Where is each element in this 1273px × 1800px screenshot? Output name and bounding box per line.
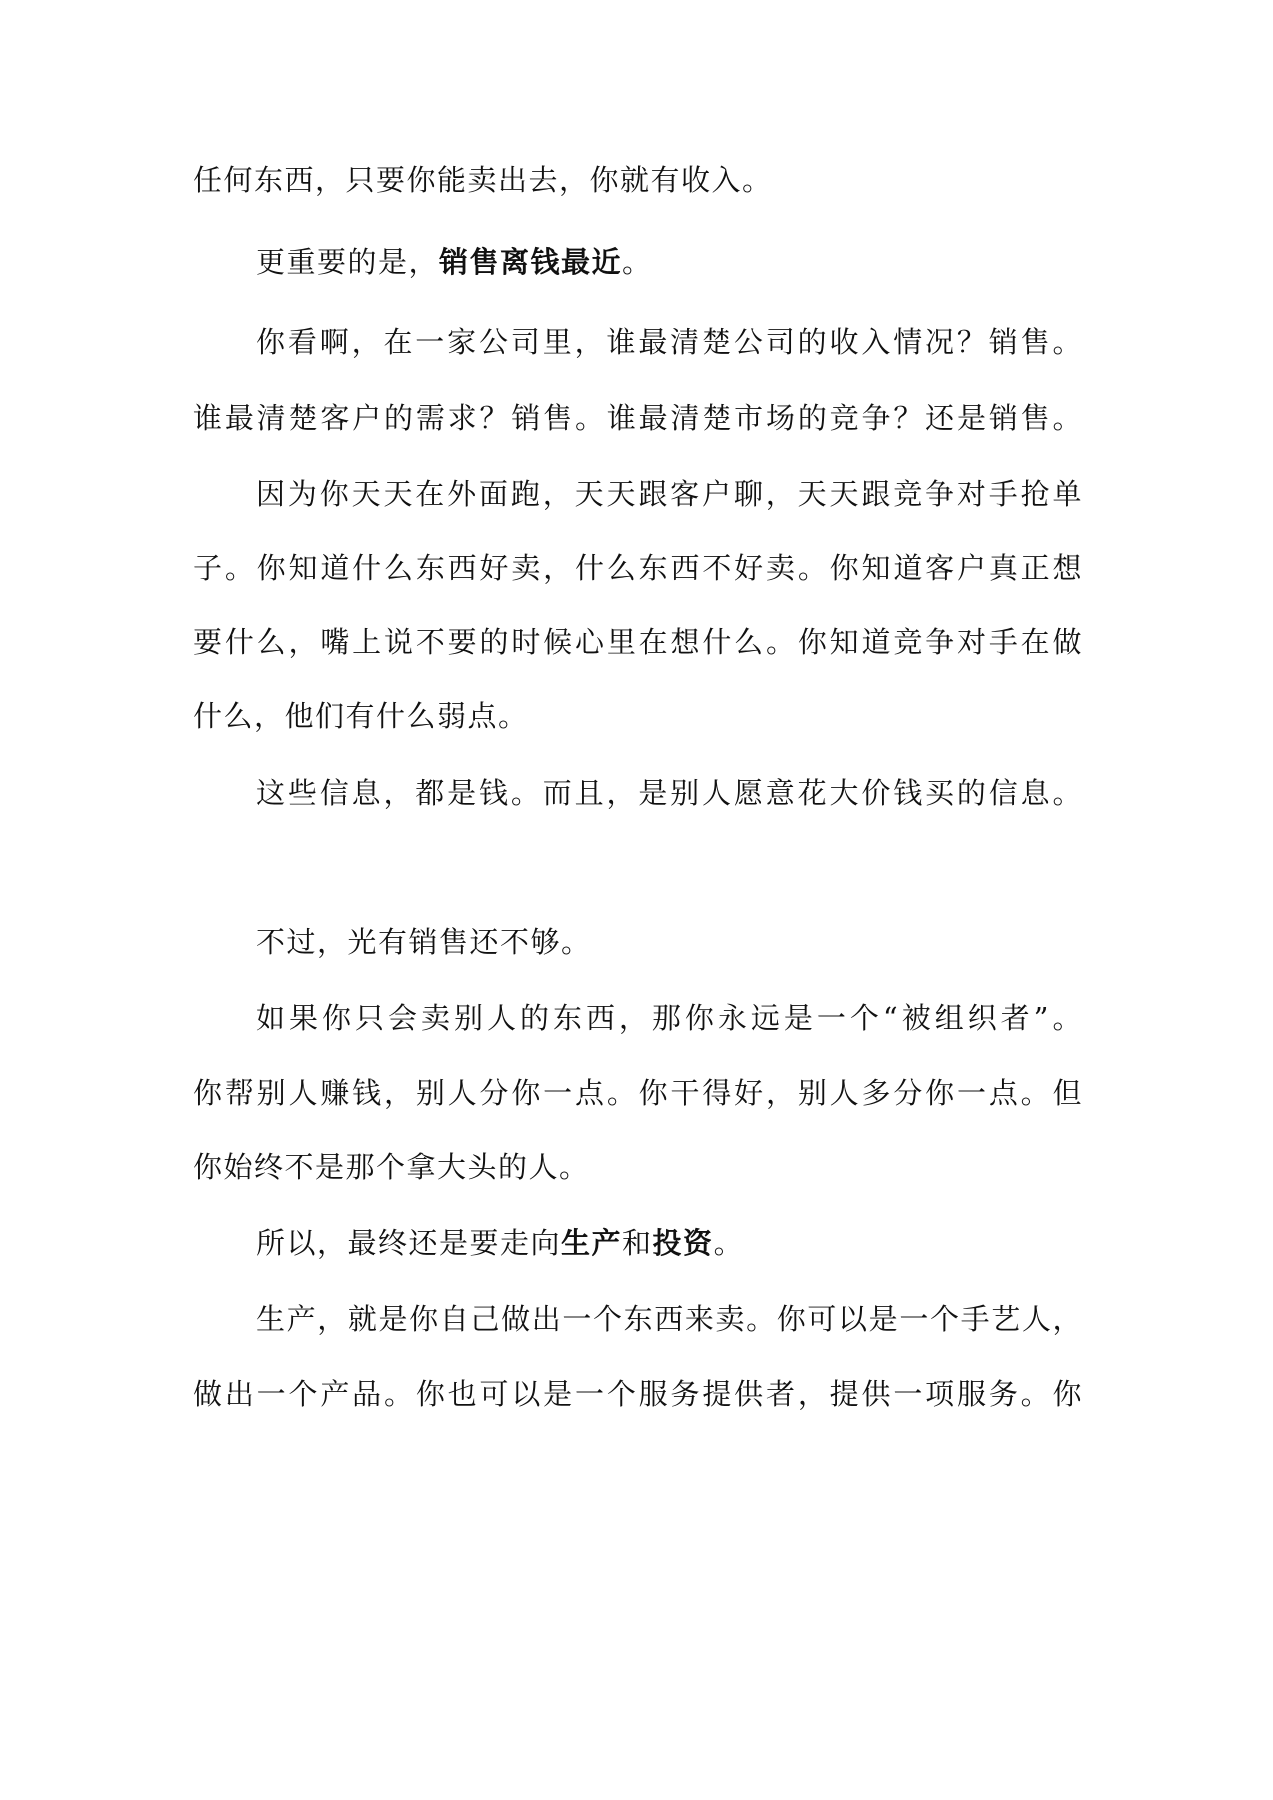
paragraph-line: 要什么，嘴上说不要的时候心里在想什么。你知道竞争对手在做	[193, 625, 1083, 659]
paragraph-line: 如果你只会卖别人的东西，那你永远是一个“被组织者”。	[256, 1001, 1083, 1035]
line-text: 和	[622, 1226, 653, 1260]
bold-word: 生产	[561, 1226, 623, 1260]
paragraph-line: 什么，他们有什么弱点。	[193, 699, 529, 733]
line-text: 所以，最终还是要走向	[256, 1226, 562, 1260]
paragraph-line: 做出一个产品。你也可以是一个服务提供者，提供一项服务。你	[193, 1377, 1083, 1411]
paragraph-line: 任何东西，只要你能卖出去，你就有收入。	[193, 163, 773, 197]
bold-phrase: 销售离钱最近	[439, 245, 623, 279]
paragraph-line: 谁最清楚客户的需求？销售。谁最清楚市场的竞争？还是销售。	[193, 401, 1083, 435]
paragraph-line: 你看啊，在一家公司里，谁最清楚公司的收入情况？销售。	[256, 325, 1083, 359]
paragraph-line: 子。你知道什么东西好卖，什么东西不好卖。你知道客户真正想	[193, 551, 1083, 585]
paragraph-line: 因为你天天在外面跑，天天跟客户聊，天天跟竞争对手抢单	[256, 477, 1083, 511]
line-text: 。	[622, 245, 653, 279]
line-text: 更重要的是，	[256, 245, 440, 279]
paragraph-line: 生产，就是你自己做出一个东西来卖。你可以是一个手艺人，	[256, 1302, 1083, 1336]
paragraph-line-emphasis	[256, 1223, 1146, 1263]
paragraph-line: 你始终不是那个拿大头的人。	[193, 1150, 590, 1184]
paragraph-line: 这些信息，都是钱。而且，是别人愿意花大价钱买的信息。	[256, 776, 1083, 810]
paragraph-line-emphasis	[256, 242, 1146, 282]
line-text: 。	[713, 1226, 745, 1260]
paragraph-line: 你帮别人赚钱，别人分你一点。你干得好，别人多分你一点。但	[193, 1076, 1083, 1110]
bold-word: 投资	[652, 1226, 714, 1260]
paragraph-line: 不过，光有销售还不够。	[256, 925, 592, 959]
